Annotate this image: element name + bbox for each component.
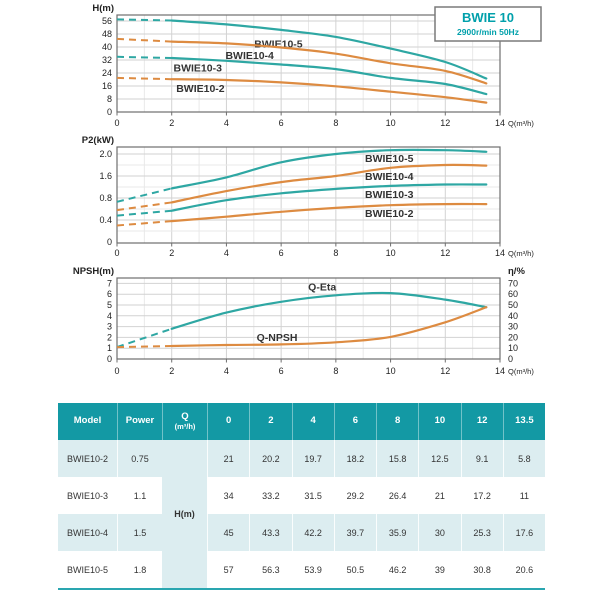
y-tick-label: 40: [101, 42, 112, 52]
x-axis-title: Q(m³/h): [508, 367, 534, 376]
table-cell-value: 17.6: [503, 514, 545, 551]
x-tick-label: 14: [494, 366, 506, 376]
table-header-cell: [376, 403, 418, 440]
table-cell-value: 29.2: [334, 477, 376, 514]
y-axis-title: NPSH(m): [72, 266, 114, 277]
x-tick-label: 12: [440, 248, 451, 258]
y-tick-label: 32: [101, 55, 112, 65]
table-cell-value: 50.5: [334, 551, 376, 588]
table-cell-value: 21: [207, 440, 249, 477]
table-header-label: Model: [73, 415, 102, 427]
table-header-cell: [503, 403, 545, 440]
x-tick-label: 2: [169, 248, 175, 258]
x-tick-label: 6: [278, 118, 284, 128]
x-tick-label: 6: [278, 248, 284, 258]
x-tick-label: 0: [114, 118, 120, 128]
table-header-label: 12: [476, 415, 488, 427]
x-tick-label: 4: [223, 248, 229, 258]
table-header-cell: [207, 403, 249, 440]
table-cell-value: 57: [207, 551, 249, 588]
table-header-label: 10: [434, 415, 446, 427]
table-cell-value: 5.8: [503, 440, 545, 477]
table-header-cell: [249, 403, 291, 440]
table-header-label: 0: [225, 415, 232, 427]
table-cell-value: 17.2: [461, 477, 503, 514]
x-tick-label: 12: [440, 366, 451, 376]
right-axis-title: η/%: [508, 266, 525, 277]
title-box-speed: 2900r/min 50Hz: [457, 27, 519, 37]
x-tick-label: 4: [223, 366, 229, 376]
table-cell-model: BWIE10-5: [58, 551, 117, 588]
y-tick-label: 1: [106, 343, 112, 354]
chart-power: [82, 135, 535, 258]
y-tick-label: 0: [106, 107, 112, 117]
right-tick-label: 60: [508, 289, 519, 300]
curve-BWIE10-2: [172, 204, 487, 221]
table-cell-value: 1.5: [117, 514, 162, 551]
table-cell-value: 56.3: [249, 551, 291, 588]
table-cell-value: 43.3: [249, 514, 291, 551]
table-cell-value: 11: [503, 477, 545, 514]
table-cell-value: 19.7: [292, 440, 334, 477]
curve-label-BWIE10-5: BWIE10-5: [364, 152, 414, 165]
table-header-cell: [461, 403, 503, 440]
table-cell-value: 25.3: [461, 514, 503, 551]
table-cell-value: 12.5: [418, 440, 460, 477]
table-header-cell: [117, 403, 162, 440]
table-header-label: 6: [352, 415, 359, 427]
table-header-cell: [58, 403, 117, 440]
right-tick-label: 0: [508, 354, 514, 364]
y-tick-label: 4: [106, 310, 112, 321]
x-tick-label: 12: [440, 118, 451, 128]
table-header-label: (m³/h): [174, 421, 196, 431]
table-cell-value: 46.2: [376, 551, 418, 588]
y-tick-label: 3: [106, 321, 112, 332]
curve-label-BWIE10-4: BWIE10-4: [225, 49, 274, 62]
x-tick-label: 2: [169, 366, 175, 376]
y-tick-label: 2.0: [99, 149, 112, 159]
table-header-label: 4: [310, 415, 316, 427]
x-tick-label: 6: [278, 366, 284, 376]
table-cell-value: 9.1: [461, 440, 503, 477]
table-cell-value: 20.2: [249, 440, 291, 477]
y-tick-label: 0: [106, 354, 112, 364]
table-cell-value: 0.75: [117, 440, 162, 477]
curve-label-BWIE10-2: BWIE10-2: [176, 82, 225, 95]
curve-label-BWIE10-3: BWIE10-3: [364, 188, 414, 201]
x-tick-label: 8: [333, 366, 339, 376]
right-tick-label: 20: [508, 332, 519, 343]
table-cell-value: 30.8: [461, 551, 503, 588]
y-tick-label: 0.4: [99, 215, 112, 225]
x-tick-label: 4: [223, 118, 229, 128]
table-cell-value: 26.4: [376, 477, 418, 514]
table-cell-value: 15.8: [376, 440, 418, 477]
table-header-label: 8: [394, 415, 401, 427]
specification-table: [58, 403, 545, 590]
table-cell-model: BWIE10-3: [58, 477, 117, 514]
y-tick-label: 8: [106, 94, 112, 104]
title-box-model: BWIE 10: [461, 10, 515, 25]
curve-dashed-BWIE10-3: [117, 57, 172, 58]
chart-npsh_eta: [73, 266, 535, 376]
curve-label-Q-NPSH: Q-NPSH: [256, 331, 298, 344]
curve-BWIE10-5: [172, 150, 487, 189]
table-cell-value: 18.2: [334, 440, 376, 477]
table-cell-value: 39.7: [334, 514, 376, 551]
right-tick-label: 10: [508, 343, 519, 354]
model-title-box: [435, 7, 541, 41]
table-header-label: Q: [181, 410, 189, 422]
y-tick-label: 16: [101, 81, 112, 91]
table-header-label: Power: [125, 415, 155, 427]
table-cell-value: 31.5: [292, 477, 334, 514]
right-tick-label: 30: [508, 321, 519, 332]
x-tick-label: 10: [385, 118, 396, 128]
table-cell-model: BWIE10-2: [58, 440, 117, 477]
table-header-cell: [334, 403, 376, 440]
x-tick-label: 0: [114, 366, 120, 376]
curve-label-BWIE10-5: BWIE10-5: [254, 38, 303, 51]
x-tick-label: 2: [169, 118, 175, 128]
x-tick-label: 8: [333, 248, 339, 258]
y-tick-label: 0: [106, 237, 112, 247]
table-cell-value: 53.9: [292, 551, 334, 588]
y-tick-label: 0.8: [99, 193, 112, 203]
y-tick-label: 7: [106, 278, 112, 289]
y-axis-title: P2(kW): [81, 135, 114, 146]
right-tick-label: 40: [508, 310, 519, 321]
x-tick-label: 8: [333, 118, 339, 128]
curve-label-BWIE10-3: BWIE10-3: [173, 62, 222, 75]
right-tick-label: 70: [508, 278, 519, 289]
table-header-cell: [292, 403, 334, 440]
curve-dashed-BWIE10-2: [117, 78, 172, 79]
x-axis-title: Q(m³/h): [508, 249, 534, 258]
y-tick-label: 6: [106, 289, 112, 300]
y-tick-label: 56: [101, 16, 112, 26]
x-axis-title: Q(m³/h): [508, 119, 534, 128]
y-tick-label: 24: [101, 68, 112, 78]
x-tick-label: 0: [114, 248, 120, 258]
table-cell-value: 1.8: [117, 551, 162, 588]
curve-label-Q-Eta: Q-Eta: [308, 281, 337, 294]
table-header-cell: [162, 403, 207, 440]
table-cell-value: 42.2: [292, 514, 334, 551]
x-tick-label: 14: [494, 248, 506, 258]
y-tick-label: 5: [106, 300, 112, 310]
table-cell-value: 33.2: [249, 477, 291, 514]
x-tick-label: 14: [494, 118, 506, 128]
table-cell-value: 45: [207, 514, 249, 551]
table-header-label: 2: [268, 415, 274, 427]
table-cell-value: 20.6: [503, 551, 545, 588]
y-tick-label: 48: [101, 29, 112, 39]
table-cell-value: 34: [207, 477, 249, 514]
curve-label-BWIE10-2: BWIE10-2: [364, 207, 414, 220]
curve-dashed-BWIE10-5: [117, 19, 172, 20]
y-tick-label: 1.6: [99, 171, 112, 181]
table-cell-value: 1.1: [117, 477, 162, 514]
table-cell-value: 21: [418, 477, 460, 514]
x-tick-label: 10: [385, 248, 396, 258]
table-cell-value: 39: [418, 551, 460, 588]
table-cell-value: 30: [418, 514, 460, 551]
right-tick-label: 50: [508, 300, 519, 310]
table-header-label: 13.5: [515, 415, 534, 427]
curve-label-BWIE10-4: BWIE10-4: [364, 171, 414, 184]
y-tick-label: 2: [106, 332, 112, 343]
curve-dashed-BWIE10-4: [117, 39, 172, 42]
y-axis-title: H(m): [92, 3, 114, 14]
x-tick-label: 10: [385, 366, 396, 376]
curve-dashed-Q-NPSH: [117, 346, 172, 347]
table-cell-value: 35.9: [376, 514, 418, 551]
table-header-cell: [418, 403, 460, 440]
merged-head-unit-cell: H(m): [162, 440, 207, 588]
table-cell-model: BWIE10-4: [58, 514, 117, 551]
